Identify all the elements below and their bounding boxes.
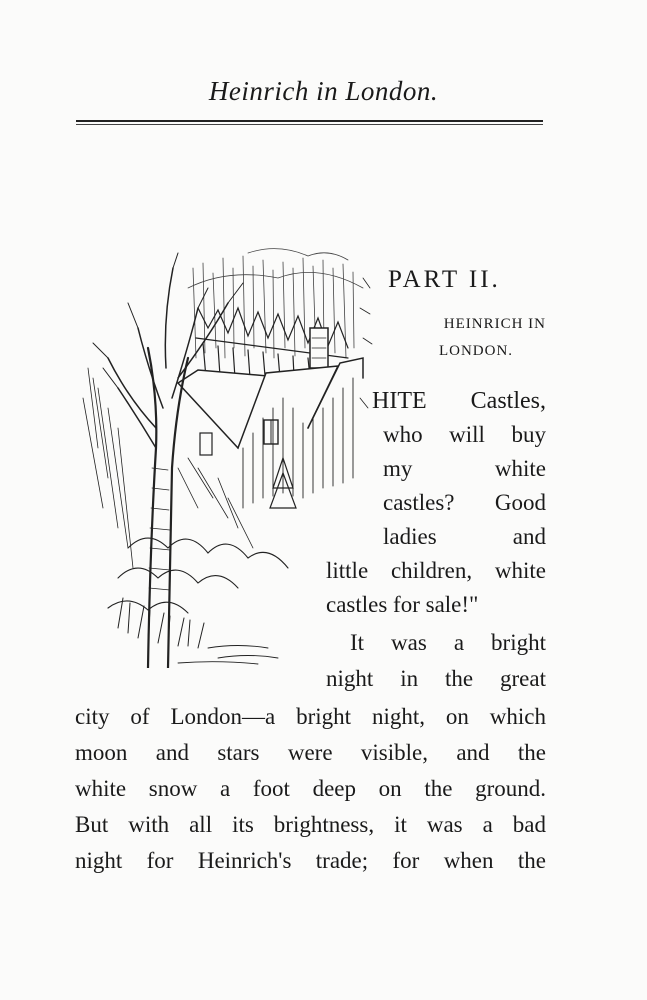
body-line-2: who will buy	[383, 422, 546, 447]
body-line-9: night in the great	[326, 666, 546, 691]
body-line-4: castles? Good	[383, 490, 546, 515]
body-line-11: moon and stars were visible, and the	[75, 740, 546, 765]
part-subtitle-line1: HEINRICH IN	[443, 316, 546, 332]
body-line-14: night for Heinrich's trade; for when the	[75, 848, 546, 873]
body-line-13: But with all its brightness, it was a bad	[75, 812, 546, 837]
body-line-5: ladies and	[383, 524, 546, 549]
running-head: Heinrich in London.	[208, 76, 439, 106]
body-line-7: castles for sale!"	[326, 592, 479, 617]
body-line-8: It was a bright	[350, 630, 546, 655]
body-line-12: white snow a foot deep on the ground.	[75, 776, 546, 801]
header-rule	[76, 120, 543, 122]
body-line-6: little children, white	[326, 558, 546, 583]
body-line-3: my white	[383, 456, 546, 481]
body-line-10: city of London—a bright night, on which	[75, 704, 546, 729]
part-subtitle-line2: LONDON.	[438, 343, 514, 359]
part-title: PART II.	[388, 266, 501, 293]
header-rule-thin	[76, 124, 543, 125]
body-line-1: HITE Castles,	[372, 388, 546, 414]
